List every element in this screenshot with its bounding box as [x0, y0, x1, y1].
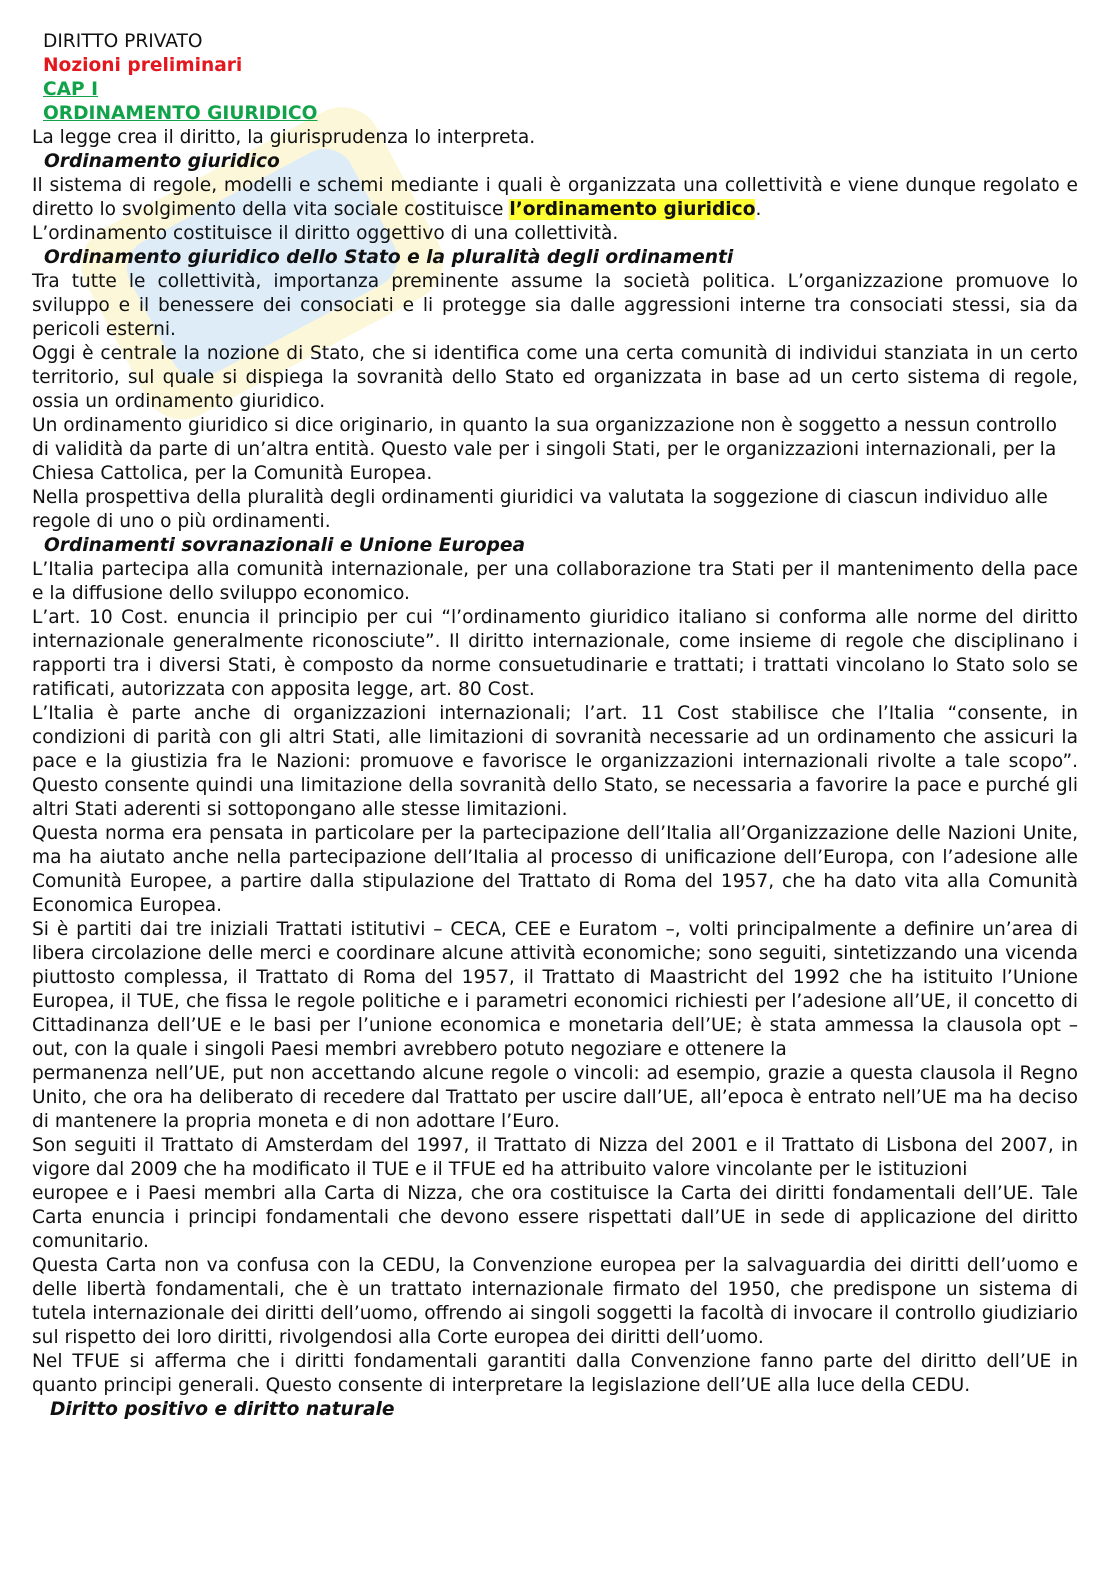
paragraph: europee e i Paesi membri alla Carta di Nizza, che ora costituisce la Carta dei diritti fondamentali dell’UE. Tale Carta enuncia i principi fondamentali che devono essere rispettati dall’UE in sede di applicazione del diritto comunitario.	[32, 1183, 1078, 1252]
document-title: DIRITTO PRIVATO	[43, 31, 203, 52]
intro-text: La legge crea il diritto, la giurisprudenza lo interpreta.	[32, 127, 536, 148]
chapter-label: CAP I	[43, 79, 99, 100]
document-page	[32, 30, 1078, 1422]
paragraph: Nel TFUE si afferma che i diritti fondamentali garantiti dalla Convenzione fanno parte del diritto dell’UE in quanto principi generali. Questo consente di interpretare la legislazione dell’UE alla luce della CEDU.	[32, 1351, 1078, 1396]
section-heading: Diritto positivo e diritto naturale	[50, 1399, 395, 1420]
paragraph-text: .	[755, 199, 762, 220]
paragraph: L’Italia è parte anche di organizzazioni internazionali; l’art. 11 Cost stabilisce che l’Italia “consente, in condizioni di parità con gli altri Stati, alle limitazioni di sovranità necessarie ad un ordinamento che assicuri la pace e la giustizia fra le Nazioni: promuove e favorisce le organizzazioni internazionali rivolte a tale scopo”. Questo consente quindi una limitazione della sovranità dello Stato, se necessaria a favorire la pace e purché gli altri Stati aderenti si sottopongano alle stesse limitazioni.	[32, 703, 1078, 820]
paragraph: Nella prospettiva della pluralità degli ordinamenti giuridici va valutata la soggezione di ciascun individuo alle regole di uno o più ordinamenti.	[32, 487, 1048, 532]
chapter-title: ORDINAMENTO GIURIDICO	[43, 103, 318, 124]
paragraph: Un ordinamento giuridico si dice originario, in quanto la sua organizzazione non è soggetto a nessun controllo di validità da parte di un’altra entità. Questo vale per i singoli Stati, per le organizzazioni internazionali, per la Chiesa Cattolica, per la Comunità Europea.	[32, 415, 1057, 484]
section-heading: Ordinamento giuridico dello Stato e la pluralità degli ordinamenti	[44, 247, 734, 268]
paragraph: Tra tutte le collettività, importanza preminente assume la società politica. L’organizzazione promuove lo sviluppo e il benessere dei consociati e li protegge sia dalle aggressioni interne tra consociati stessi, sia da pericoli esterni.	[32, 271, 1078, 340]
paragraph: L’Italia partecipa alla comunità internazionale, per una collaborazione tra Stati per il mantenimento della pace e la diffusione dello sviluppo economico.	[32, 559, 1078, 604]
paragraph	[32, 174, 1078, 222]
paragraph: Si è partiti dai tre iniziali Trattati istitutivi – CECA, CEE e Euratom –, volti principalmente a definire un’area di libera circolazione delle merci e coordinare alcune attività economiche; sono seguiti, sintetizzando una vicenda piuttosto complessa, il Trattato di Roma del 1957, il Trattato di Maastricht del 1992 che ha istituito l’Unione Europea, il TUE, che fissa le regole politiche e i parametri economici richiesti per l’adesione all’UE, il concetto di Cittadinanza dell’UE e le basi per l’unione economica e monetaria dell’UE; è stata ammessa la clausola opt – out, con la quale i singoli Paesi membri avrebbero potuto negoziare e ottenere la	[32, 919, 1078, 1060]
section-heading: Ordinamento giuridico	[44, 151, 280, 172]
paragraph: Son seguiti il Trattato di Amsterdam del 1997, il Trattato di Nizza del 2001 e il Trattato di Lisbona del 2007, in vigore dal 2009 che ha modificato il TUE e il TFUE ed ha attribuito valore vincolante per le istituzioni	[32, 1135, 1078, 1180]
paragraph: Questa Carta non va confusa con la CEDU, la Convenzione europea per la salvaguardia dei diritti dell’uomo e delle libertà fondamentali, che è un trattato internazionale firmato del 1950, che predispone un sistema di tutela internazionale dei diritti dell’uomo, offrendo ai singoli soggetti la facoltà di invocare il controllo giudiziario sul rispetto dei loro diritti, rivolgendosi alla Corte europea dei diritti dell’uomo.	[32, 1255, 1078, 1348]
document-subtitle: Nozioni preliminari	[43, 55, 243, 76]
paragraph: permanenza nell’UE, put non accettando alcune regole o vincoli: ad esempio, grazie a questa clausola il Regno Unito, che ora ha deliberato di recedere dal Trattato per uscire dall’UE, all’epoca è entrato nell’UE ma ha deciso di mantenere la propria moneta e di non adottare l’Euro.	[32, 1063, 1078, 1132]
section-heading: Ordinamenti sovranazionali e Unione Europea	[44, 535, 526, 556]
highlighted-term: l’ordinamento giuridico	[509, 199, 756, 220]
paragraph: Questa norma era pensata in particolare per la partecipazione dell’Italia all’Organizzazione delle Nazioni Unite, ma ha aiutato anche nella partecipazione dell’Italia al processo di unificazione dell’Europa, con l’adesione alle Comunità Europee, a partire dalla stipulazione del Trattato di Roma del 1957, che ha dato vita alla Comunità Economica Europea.	[32, 823, 1078, 916]
paragraph: Oggi è centrale la nozione di Stato, che si identifica come una certa comunità di individui stanziata in un certo territorio, sul quale si dispiega la sovranità dello Stato ed organizzata in base ad un certo sistema di regole, ossia un ordinamento giuridico.	[32, 343, 1078, 412]
paragraph: L’art. 10 Cost. enuncia il principio per cui “l’ordinamento giuridico italiano si conforma alle norme del diritto internazionale generalmente riconosciute”. Il diritto internazionale, come insieme di regole che disciplinano i rapporti tra i diversi Stati, è composto da norme consuetudinarie e trattati; i trattati vincolano lo Stato solo se ratificati, autorizzata con apposita legge, art. 80 Cost.	[32, 607, 1078, 700]
paragraph-text: Il sistema di regole, modelli e schemi mediante i quali è organizzata una collettività e viene dunque regolato e diretto lo svolgimento della vita sociale costituisce	[32, 175, 1078, 220]
paragraph: L’ordinamento costituisce il diritto oggettivo di una collettività.	[32, 223, 619, 244]
